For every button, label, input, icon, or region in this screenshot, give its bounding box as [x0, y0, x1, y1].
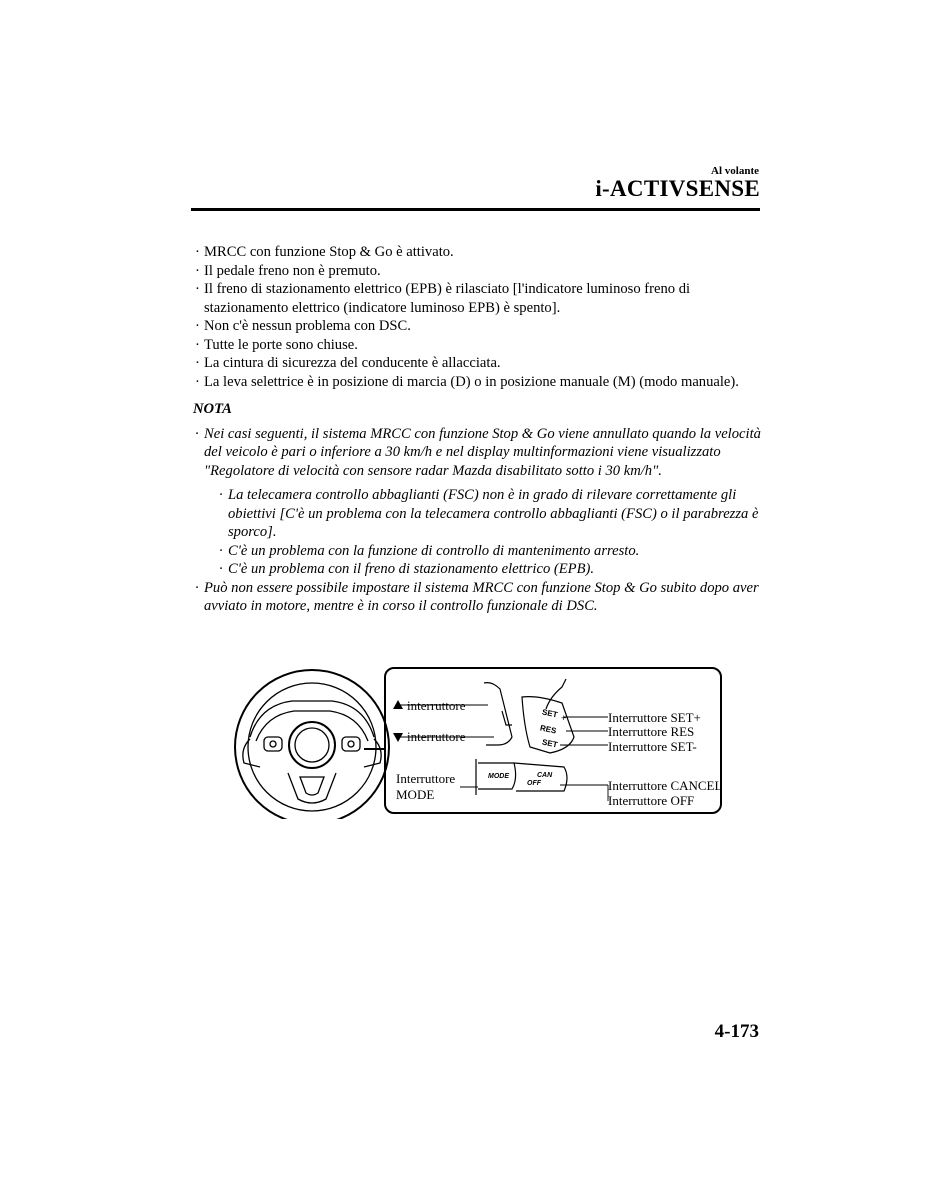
up-switch-label: interruttore: [407, 698, 466, 713]
res-button-label: RES: [539, 723, 558, 736]
note-list: [193, 425, 761, 616]
bullet-marker: ·: [195, 336, 200, 353]
bullet-marker: ·: [195, 262, 200, 279]
list-item: [193, 336, 761, 355]
header-rule: [191, 208, 760, 211]
set-button-label: SET: [541, 707, 559, 720]
conditions-list: [193, 243, 761, 391]
bullet-marker: ·: [195, 579, 199, 596]
note-item-text: Può non essere possibile impostare il sistema MRCC con funzione Stop & Go subito dopo aver avviato in motore, mentre è in corso il controllo funzionale di DSC.: [204, 579, 759, 614]
bullet-marker: ·: [195, 244, 200, 260]
bullet-marker: ·: [219, 542, 223, 559]
main-content: [193, 243, 761, 616]
list-item-text: Tutte le porte sono chiuse.: [204, 336, 358, 353]
note-subitem-text: C'è un problema con la funzione di controllo di mantenimento arresto.: [228, 542, 640, 559]
mode-button-label: MODE: [488, 773, 509, 780]
bullet-marker: ·: [195, 373, 200, 390]
list-item-text: MRCC con funzione Stop & Go è attivato.: [204, 244, 454, 260]
page-number: 4-173: [714, 1021, 759, 1042]
cancel-label: Interruttore CANCEL: [608, 778, 723, 793]
set-minus-label: Interruttore SET-: [608, 739, 697, 754]
list-item-text: La leva selettrice è in posizione di marcia (D) o in posizione manuale (M) (modo manuale).: [204, 373, 739, 390]
bullet-marker: ·: [195, 355, 200, 371]
list-item: [193, 354, 761, 373]
bullet-marker: ·: [195, 425, 199, 442]
list-item: [193, 373, 761, 392]
note-subitem-text: La telecamera controllo abbaglianti (FSC) non è in grado di rilevare correttamente gli obiettivi [C'è un problema con la telecamera controllo abbaglianti (FSC) o il parabrezza è sporco].: [228, 487, 759, 540]
list-item: [193, 262, 761, 281]
note-item-text: Nei casi seguenti, il sistema MRCC con funzione Stop & Go viene annullato quando la velocità del veicolo è pari o inferiore a 30 km/h e nel display multinformazioni viene visualizzato "Regolatore di velocità con sensore radar Mazda disabilitato sotto i 30 km/h".: [204, 425, 761, 479]
set-minus-button-label: SET: [541, 737, 559, 750]
res-label: Interruttore RES: [608, 724, 695, 739]
down-arrow-icon: [393, 733, 403, 742]
bullet-marker: ·: [219, 561, 223, 577]
list-item: [193, 280, 761, 317]
note-subitem: [204, 542, 761, 561]
list-item-text: Il freno di stazionamento elettrico (EPB) è rilasciato [l'indicatore luminoso freno di stazionamento elettrico (indicatore luminoso EPB) è spento].: [204, 281, 691, 316]
list-item: [193, 317, 761, 336]
mode-switch-label-line2: MODE: [396, 787, 435, 802]
list-item-text: Non c'è nessun problema con DSC.: [204, 318, 411, 334]
note-subitem: [204, 486, 761, 542]
up-arrow-icon: [393, 700, 403, 709]
list-item: [193, 243, 761, 262]
can-button-label: CAN: [537, 772, 553, 779]
bullet-marker: ·: [195, 318, 200, 334]
off-label: Interruttore OFF: [608, 793, 695, 808]
note-subitem: [204, 560, 761, 579]
set-plus-label: Interruttore SET+: [608, 710, 701, 725]
off-button-label: OFF: [527, 780, 541, 787]
list-item-text: Il pedale freno non è premuto.: [204, 262, 381, 279]
note-item: [193, 579, 761, 616]
note-subitem-text: C'è un problema con il freno di stazionamento elettrico (EPB).: [228, 561, 595, 577]
set-minus-symbol: -: [563, 740, 566, 750]
bullet-marker: ·: [219, 487, 223, 503]
down-switch-label: interruttore: [407, 729, 466, 744]
mode-switch-label-line1: Interruttore: [396, 771, 456, 786]
note-sublist: [204, 486, 761, 579]
section-label: Al volante: [711, 165, 759, 177]
note-title: NOTA: [193, 401, 232, 417]
set-plus-symbol: +: [561, 713, 567, 723]
steering-switch-figure: [220, 667, 726, 819]
list-item-text: La cintura di sicurezza del conducente è allacciata.: [204, 355, 501, 371]
bullet-marker: ·: [195, 281, 200, 297]
note-item: [193, 425, 761, 579]
chapter-title: i-ACTIVSENSE: [595, 176, 760, 201]
